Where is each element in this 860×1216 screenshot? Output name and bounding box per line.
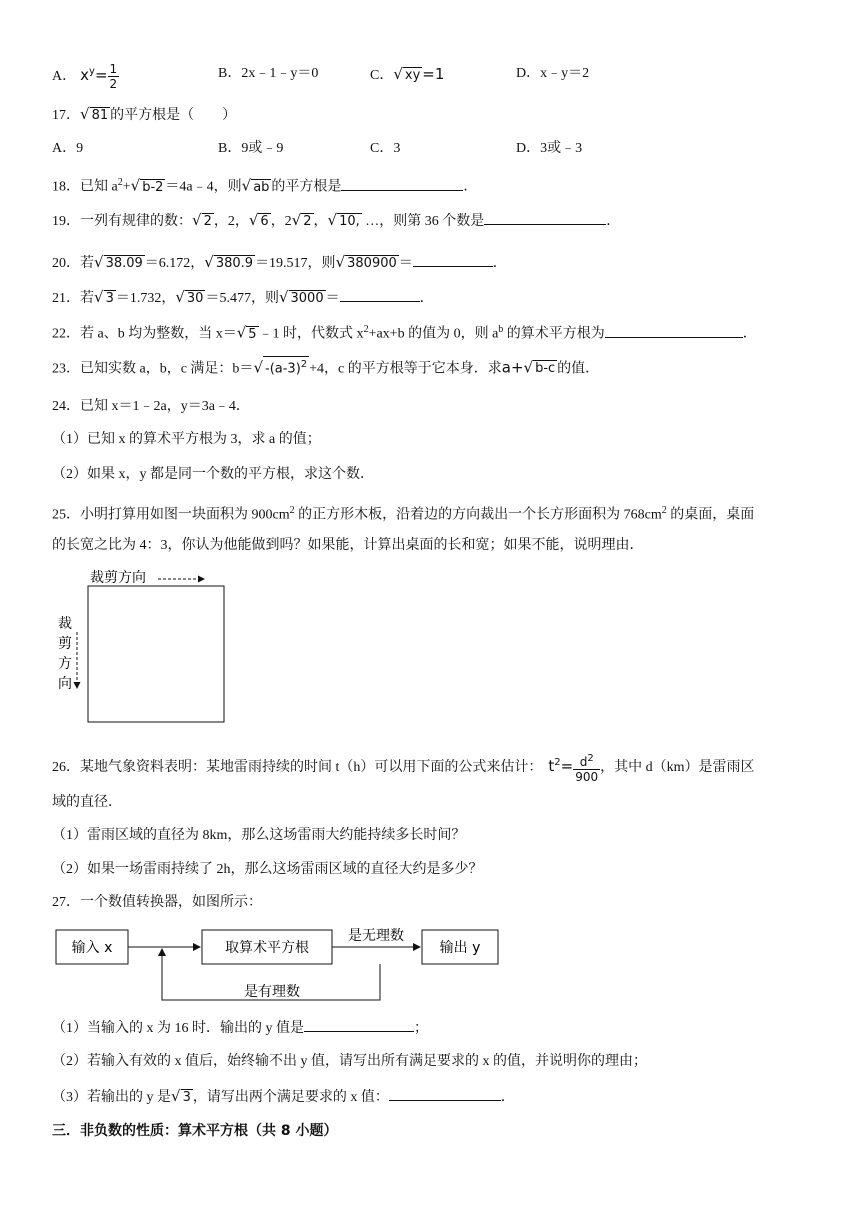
q24-part1: （1）已知 x 的算术平方根为 3，求 a 的值； xyxy=(52,432,321,447)
q16-option-c: C．√ xy =1 xyxy=(370,65,445,83)
q27-box-output-label: 输出 y xyxy=(439,940,481,956)
q17-option-c: C．3 xyxy=(370,141,401,156)
q25-line1: 25．小明打算用如图一块面积为 $900cm^2$ 的正方形木板，沿着边的方向裁出一个长方形面积为 $768cm^2$ 的桌面，桌面 xyxy=(52,505,755,523)
q17-stem: 17．√ 81 的平方根是（ ） xyxy=(52,105,237,123)
q21: 21．若√ 3 ＝1.732，√ 30 ＝5.477，则√ 3000 ＝ ． xyxy=(52,288,434,306)
q26-line2: 域的直径． xyxy=(52,795,122,810)
q23: 23．已知实数 a，b，c 满足：b＝√ $-(a-3)^2 +4$，c 的平方根等于它本身．求a+√ b-c 的值． xyxy=(52,356,599,379)
q27-converter-diagram xyxy=(52,918,512,1008)
q18-answer-blank[interactable] xyxy=(341,176,463,191)
q16-option-a: A． $x^y=$ $\frac{1}{2}$ xyxy=(52,62,118,92)
q19: 19．一列有规律的数：√ 2 ，2，√ 6 ，2√ 2 ，√ 10, …，则第 36 个数是 ． xyxy=(52,211,621,229)
q26-part1: （1）雷雨区域的直径为 8km，那么这场雷雨大约能持续多长时间？ xyxy=(52,828,466,843)
q25-fig-side-1: 裁 xyxy=(58,616,72,632)
q27-label-irrational: 是无理数 xyxy=(348,928,404,944)
q17-option-b: B．9或﹣9 xyxy=(218,141,284,156)
q25-fig-top-label: 裁剪方向 xyxy=(90,570,146,586)
q24-part2: （2）如果 x，y 都是同一个数的平方根，求这个数． xyxy=(52,467,374,482)
section-3-heading: 三．非负数的性质：算术平方根（共 8 小题） xyxy=(52,1123,338,1139)
q27-label-rational: 是有理数 xyxy=(244,984,300,1000)
q25-board-figure xyxy=(52,560,252,730)
q16-option-b: B．2x﹣1﹣y＝0 xyxy=(218,66,319,81)
q24-stem: 24．已知 x＝1﹣2a，y＝3a﹣4． xyxy=(52,399,250,414)
q20: 20．若√ 38.09 ＝6.172，√ 380.9 ＝19.517，则√ 380900 ＝ ． xyxy=(52,253,507,271)
q25-fig-side-2: 剪 xyxy=(58,636,72,652)
q17-option-d: D．3或﹣3 xyxy=(516,141,583,156)
q26-line1: 26．某地气象资料表明：某地雷雨持续的时间 t（h）可以用下面的公式来估计： $t^2=$ $\frac{d^2}{900}$ ，其中 d（km）是雷雨区 xyxy=(52,753,755,784)
q22: 22．若 a、b 均为整数，当 x＝√ 5 ﹣1 时，代数式 $x^2+ax+b$ 的值为 0，则 $a^b$ 的算术平方根为 ． xyxy=(52,323,757,342)
q21-answer-blank[interactable] xyxy=(340,287,420,302)
q18: 18．已知 $a^2+√$ b-2 ＝4a﹣4，则√ ab 的平方根是 ． xyxy=(52,176,478,195)
q16-option-d: D．x﹣y＝2 xyxy=(516,66,590,81)
q17-option-a: A．9 xyxy=(52,141,84,156)
q27-part1-blank[interactable] xyxy=(304,1017,414,1032)
q27-part3-blank[interactable] xyxy=(389,1086,501,1101)
q20-answer-blank[interactable] xyxy=(413,252,493,267)
q25-fig-square xyxy=(88,586,224,722)
q26-part2: （2）如果一场雷雨持续了 2h，那么这场雷雨区域的直径大约是多少？ xyxy=(52,862,483,877)
q25-line2: 的长宽之比为 4：3，你认为他能做到吗？如果能，计算出桌面的长和宽；如果不能，说明理由． xyxy=(52,538,644,553)
q27-box-sqrt-label: 取算术平方根 xyxy=(225,940,309,956)
q27-part2: （2）若输入有效的 x 值后，始终输不出 y 值，请写出所有满足要求的 x 的值，并说明你的理由； xyxy=(52,1054,647,1069)
q27-part3: （3）若输出的 y 是√ 3 ，请写出两个满足要求的 x 值： ． xyxy=(52,1087,515,1105)
q25-fig-side-4: 向 xyxy=(58,676,72,692)
q27-box-input-label: 输入 x xyxy=(71,940,113,956)
q27-part1: （1）当输入的 x 为 16 时．输出的 y 值是 ； xyxy=(52,1017,428,1039)
q27-stem: 27．一个数值转换器，如图所示： xyxy=(52,895,262,910)
q19-answer-blank[interactable] xyxy=(484,210,606,225)
q22-answer-blank[interactable] xyxy=(605,323,743,338)
q25-fig-side-3: 方 xyxy=(58,656,72,672)
